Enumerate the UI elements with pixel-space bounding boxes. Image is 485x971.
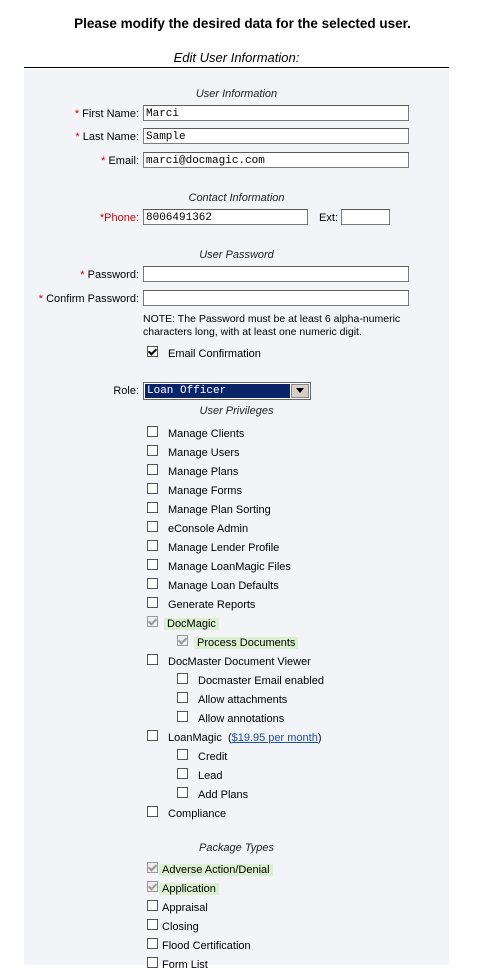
docmaster-email-label: Docmaster Email enabled <box>198 675 324 687</box>
chevron-down-icon[interactable] <box>291 384 309 398</box>
adverse-action-label: Adverse Action/Denial <box>159 864 273 876</box>
package-types-heading: Package Types <box>198 842 274 854</box>
manage-lender-profile-checkbox[interactable] <box>147 540 158 551</box>
docmagic-label: DocMagic <box>164 618 219 630</box>
confirm-password-field[interactable] <box>143 290 409 306</box>
appraisal-checkbox[interactable] <box>147 900 158 911</box>
adverse-action-checkbox[interactable] <box>147 862 158 873</box>
confirm-password-label: * Confirm Password: <box>38 293 139 305</box>
allow-annotations-label: Allow annotations <box>198 713 285 725</box>
role-selected-value: Loan Officer <box>145 384 290 398</box>
role-select[interactable] <box>143 382 311 400</box>
last-name-field[interactable]: Sample <box>143 128 409 144</box>
user-info-heading: User Information <box>195 88 278 100</box>
flood-certification-checkbox[interactable] <box>147 938 158 949</box>
manage-loanmagic-files-checkbox[interactable] <box>147 559 158 570</box>
manage-users-label: Manage Users <box>168 447 240 459</box>
allow-attachments-label: Allow attachments <box>198 694 288 706</box>
application-label: Application <box>159 883 219 895</box>
password-note: NOTE: The Password must be at least 6 alpha-numeric characters long, with at least one numeric digit. <box>143 313 401 338</box>
first-name-field[interactable]: Marci <box>143 105 409 121</box>
form-title: Edit User Information: <box>173 50 300 65</box>
flood-certification-label: Flood Certification <box>162 940 251 952</box>
manage-loan-defaults-label: Manage Loan Defaults <box>168 580 279 592</box>
manage-forms-label: Manage Forms <box>168 485 242 497</box>
last-name-label: * Last Name: <box>75 131 139 143</box>
generate-reports-checkbox[interactable] <box>147 597 158 608</box>
email-label: * Email: <box>101 155 139 167</box>
loanmagic-price-link[interactable]: $19.95 per month <box>231 732 318 744</box>
credit-checkbox[interactable] <box>177 749 188 760</box>
manage-clients-label: Manage Clients <box>168 428 245 440</box>
password-heading: User Password <box>199 249 274 261</box>
manage-lender-profile-label: Manage Lender Profile <box>168 542 280 554</box>
docmaster-email-checkbox[interactable] <box>177 673 188 684</box>
contact-info-heading: Contact Information <box>188 192 285 204</box>
econsole-admin-label: eConsole Admin <box>168 523 249 535</box>
loanmagic-label: LoanMagic ($19.95 per month) <box>168 732 322 744</box>
manage-plans-checkbox[interactable] <box>147 464 158 475</box>
docmaster-viewer-checkbox[interactable] <box>147 654 158 665</box>
form-list-label: Form List <box>162 959 208 971</box>
manage-forms-checkbox[interactable] <box>147 483 158 494</box>
process-documents-checkbox[interactable] <box>177 635 188 646</box>
manage-clients-checkbox[interactable] <box>147 426 158 437</box>
allow-annotations-checkbox[interactable] <box>177 711 188 722</box>
compliance-label: Compliance <box>168 808 227 820</box>
econsole-admin-checkbox[interactable] <box>147 521 158 532</box>
email-confirmation-label: Email Confirmation <box>168 348 261 360</box>
credit-label: Credit <box>198 751 228 763</box>
application-checkbox[interactable] <box>147 881 158 892</box>
page-title: Please modify the desired data for the selected user. <box>74 16 411 31</box>
password-field[interactable] <box>143 266 409 282</box>
compliance-checkbox[interactable] <box>147 806 158 817</box>
docmagic-checkbox[interactable] <box>147 616 158 627</box>
form-list-checkbox[interactable] <box>147 957 158 968</box>
ext-field[interactable] <box>341 209 390 225</box>
process-documents-label: Process Documents <box>194 637 298 649</box>
lead-label: Lead <box>198 770 223 782</box>
lead-checkbox[interactable] <box>177 768 188 779</box>
first-name-label: * First Name: <box>74 108 139 120</box>
manage-plans-label: Manage Plans <box>168 466 239 478</box>
closing-checkbox[interactable] <box>147 919 158 930</box>
phone-label: *Phone: <box>99 212 139 224</box>
add-plans-label: Add Plans <box>198 789 249 801</box>
phone-field[interactable]: 8006491362 <box>143 209 308 225</box>
generate-reports-label: Generate Reports <box>168 599 256 611</box>
docmaster-viewer-label: DocMaster Document Viewer <box>168 656 311 668</box>
allow-attachments-checkbox[interactable] <box>177 692 188 703</box>
appraisal-label: Appraisal <box>162 902 208 914</box>
manage-users-checkbox[interactable] <box>147 445 158 456</box>
closing-label: Closing <box>162 921 199 933</box>
title-divider <box>24 67 449 68</box>
manage-plan-sorting-checkbox[interactable] <box>147 502 158 513</box>
loanmagic-checkbox[interactable] <box>147 730 158 741</box>
ext-label: Ext: <box>319 212 338 224</box>
manage-loanmagic-files-label: Manage LoanMagic Files <box>168 561 291 573</box>
add-plans-checkbox[interactable] <box>177 787 188 798</box>
manage-plan-sorting-label: Manage Plan Sorting <box>168 504 271 516</box>
email-field[interactable]: marci@docmagic.com <box>143 152 409 168</box>
role-label: Role: <box>113 385 139 397</box>
privileges-heading: User Privileges <box>199 405 274 417</box>
password-label: * Password: <box>80 269 139 281</box>
manage-loan-defaults-checkbox[interactable] <box>147 578 158 589</box>
email-confirmation-checkbox[interactable] <box>147 346 158 357</box>
